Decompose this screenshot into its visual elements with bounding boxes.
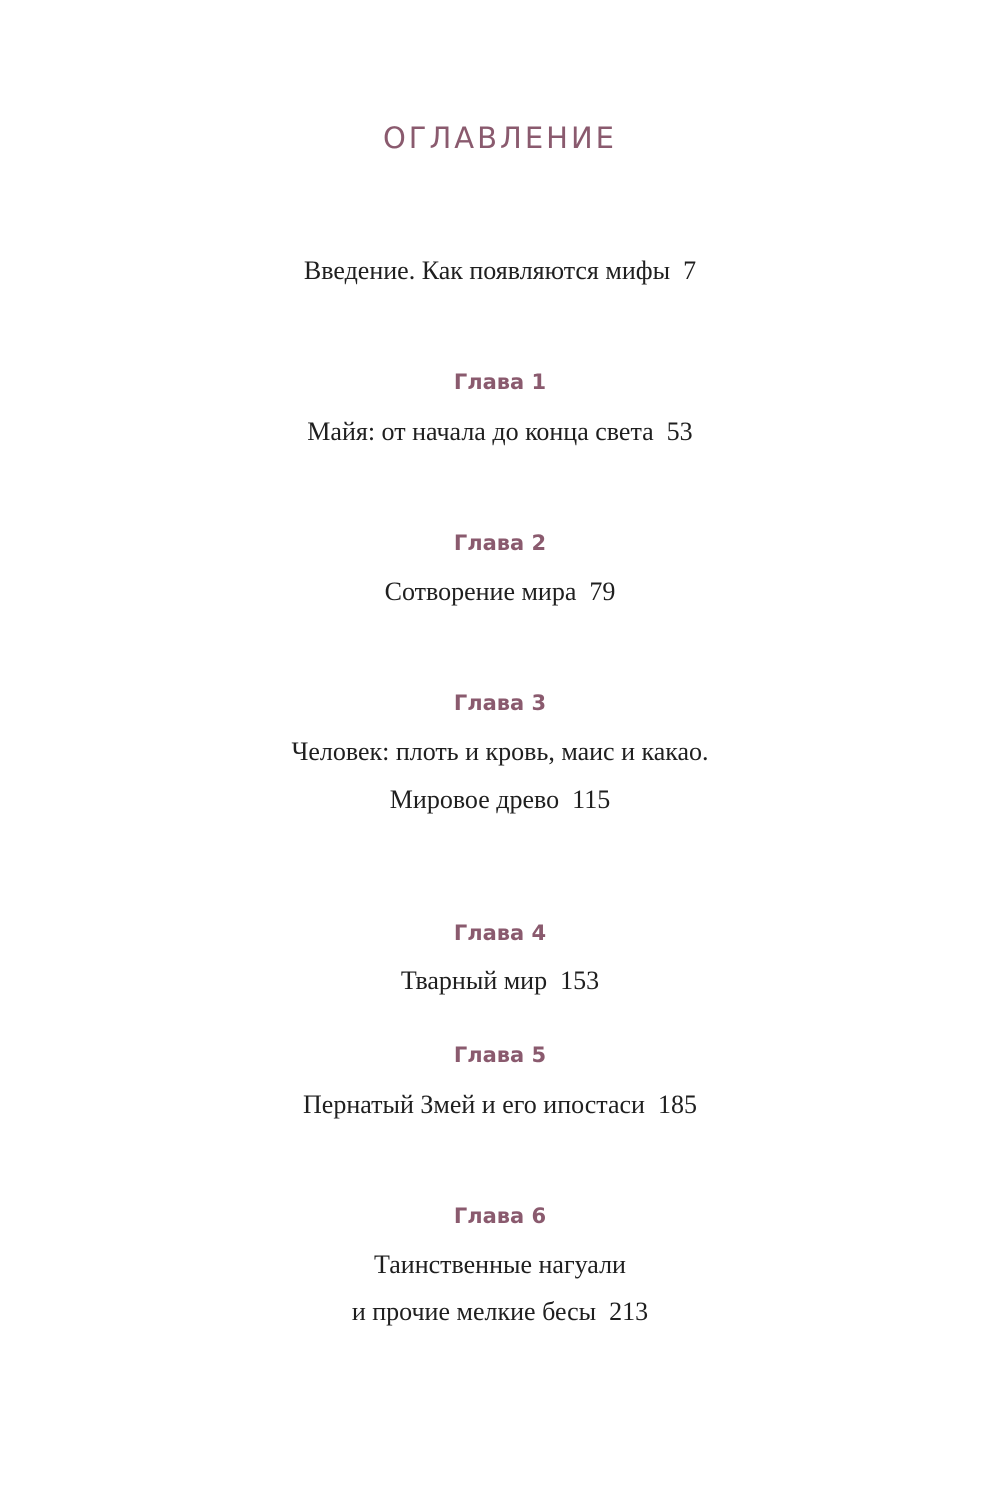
chapter-label: Глава 6 xyxy=(453,1204,547,1228)
toc-title: ОГЛАВЛЕНИЕ xyxy=(382,121,617,155)
toc-entry[interactable]: Человек: плоть и кровь, маис и какао. xyxy=(291,737,709,766)
toc-entry[interactable]: Майя: от начала до конца света 53 xyxy=(307,417,693,446)
chapter-label: Глава 4 xyxy=(453,921,547,945)
toc-entry-continuation[interactable]: Мировое древо 115 xyxy=(389,785,611,814)
toc-entry[interactable]: Сотворение мира 79 xyxy=(384,577,616,606)
chapter-label: Глава 2 xyxy=(453,531,547,555)
toc-entry[interactable]: Таинственные нагуали xyxy=(374,1250,626,1279)
chapter-label: Глава 1 xyxy=(453,370,547,394)
toc-entry-intro[interactable]: Введение. Как появляются мифы 7 xyxy=(303,256,697,285)
toc-entry[interactable]: Пернатый Змей и его ипостаси 185 xyxy=(303,1090,697,1119)
chapter-label: Глава 5 xyxy=(453,1043,547,1067)
toc-entry-continuation[interactable]: и прочие мелкие бесы 213 xyxy=(351,1297,649,1326)
toc-entry[interactable]: Тварный мир 153 xyxy=(400,966,600,995)
chapter-label: Глава 3 xyxy=(453,691,547,715)
